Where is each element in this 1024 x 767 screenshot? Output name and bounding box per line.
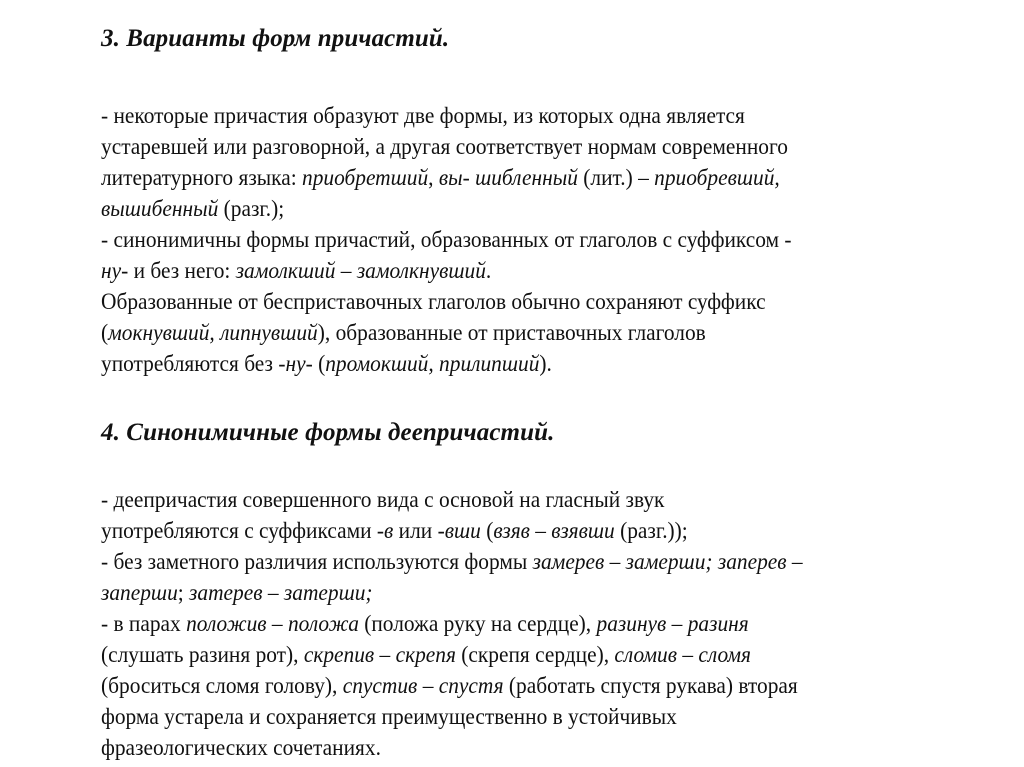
text-run: (разг.)); bbox=[614, 518, 688, 543]
italic-term: заперши bbox=[101, 580, 178, 605]
text-run: - синонимичны формы причастий, образованных от глаголов с суффиксом - bbox=[101, 227, 792, 252]
section-4-body bbox=[101, 484, 961, 763]
italic-term: положив – положа bbox=[186, 611, 359, 636]
italic-term: приобревший, bbox=[654, 165, 780, 190]
italic-term: вы- шибленный bbox=[438, 165, 578, 190]
text-run: фразеологических сочетаниях. bbox=[101, 735, 381, 760]
text-line bbox=[101, 608, 961, 639]
text-line bbox=[101, 515, 961, 546]
italic-term: взяв – взявши bbox=[493, 518, 615, 543]
section-4-heading: 4. Синонимичные формы деепричастий. bbox=[101, 419, 555, 446]
text-line bbox=[101, 162, 961, 193]
italic-term: вышибенный bbox=[101, 196, 219, 221]
text-run: - деепричастия совершенного вида с основой на гласный звук bbox=[101, 487, 665, 512]
italic-term: -ну- bbox=[278, 351, 313, 376]
italic-term: спустив – спустя bbox=[342, 673, 504, 698]
italic-term: промокший, прилипший bbox=[325, 351, 540, 376]
text-run: ( bbox=[101, 320, 109, 345]
italic-term: замерев – замерши; заперев – bbox=[532, 549, 803, 574]
italic-term: -вши bbox=[437, 518, 481, 543]
text-run: употребляются без bbox=[101, 351, 279, 376]
italic-term: затерев – затерши; bbox=[189, 580, 373, 605]
text-run: - без заметного различия используются формы bbox=[101, 549, 533, 574]
text-run: (скрепя сердце), bbox=[455, 642, 615, 667]
text-run: ( bbox=[480, 518, 494, 543]
text-run: . bbox=[485, 258, 492, 283]
italic-term: сломив – сломя bbox=[614, 642, 751, 667]
italic-term: скрепив – скрепя bbox=[303, 642, 456, 667]
text-run: литературного языка: bbox=[101, 165, 302, 190]
text-line bbox=[101, 100, 961, 131]
text-run: форма устарела и сохраняется преимущественно в устойчивых bbox=[101, 704, 677, 729]
text-run: или bbox=[393, 518, 438, 543]
text-line bbox=[101, 131, 961, 162]
text-run: ; bbox=[177, 580, 190, 605]
italic-term: замолкший – замолкнувший bbox=[235, 258, 486, 283]
text-run: Образованные от бесприставочных глаголов обычно сохраняют суффикс bbox=[101, 289, 766, 314]
italic-term: мокнувший, липнувший bbox=[108, 320, 318, 345]
text-line bbox=[101, 317, 961, 348]
text-line bbox=[101, 639, 961, 670]
text-run: - в парах bbox=[101, 611, 187, 636]
section-3-body bbox=[101, 100, 961, 379]
text-run: ), образованные от приставочных глаголов bbox=[317, 320, 706, 345]
text-run: (разг.); bbox=[218, 196, 285, 221]
text-run: (лит.) – bbox=[577, 165, 655, 190]
section-3-title: . Варианты форм причастий. bbox=[113, 25, 450, 52]
text-run: (броситься сломя голову), bbox=[101, 673, 343, 698]
text-line bbox=[101, 286, 961, 317]
text-line bbox=[101, 577, 961, 608]
text-run: (работать спустя рукава) вторая bbox=[503, 673, 798, 698]
text-line bbox=[101, 255, 961, 286]
text-line bbox=[101, 546, 961, 577]
text-run: употребляются с суффиксами bbox=[101, 518, 377, 543]
section-3-number: 3 bbox=[101, 25, 114, 52]
italic-term: приобретший bbox=[301, 165, 429, 190]
text-line bbox=[101, 484, 961, 515]
text-line bbox=[101, 670, 961, 701]
italic-term: разинув – разиня bbox=[596, 611, 749, 636]
text-run: , bbox=[428, 165, 439, 190]
text-line bbox=[101, 348, 961, 379]
text-run: устаревшей или разговорной, а другая соответствует нормам современного bbox=[101, 134, 788, 159]
text-run: и без него: bbox=[128, 258, 236, 283]
text-line bbox=[101, 732, 961, 763]
text-run: ( bbox=[312, 351, 326, 376]
text-run: - некоторые причастия образуют две формы, из которых одна является bbox=[101, 103, 745, 128]
italic-term: -в bbox=[376, 518, 394, 543]
italic-term: ну- bbox=[101, 258, 129, 283]
section-3-heading bbox=[101, 22, 449, 56]
text-run: (положа руку на сердце), bbox=[358, 611, 597, 636]
text-line bbox=[101, 193, 961, 224]
text-line bbox=[101, 224, 961, 255]
text-run: ). bbox=[539, 351, 552, 376]
text-run: (слушать разиня рот), bbox=[101, 642, 304, 667]
text-line bbox=[101, 701, 961, 732]
